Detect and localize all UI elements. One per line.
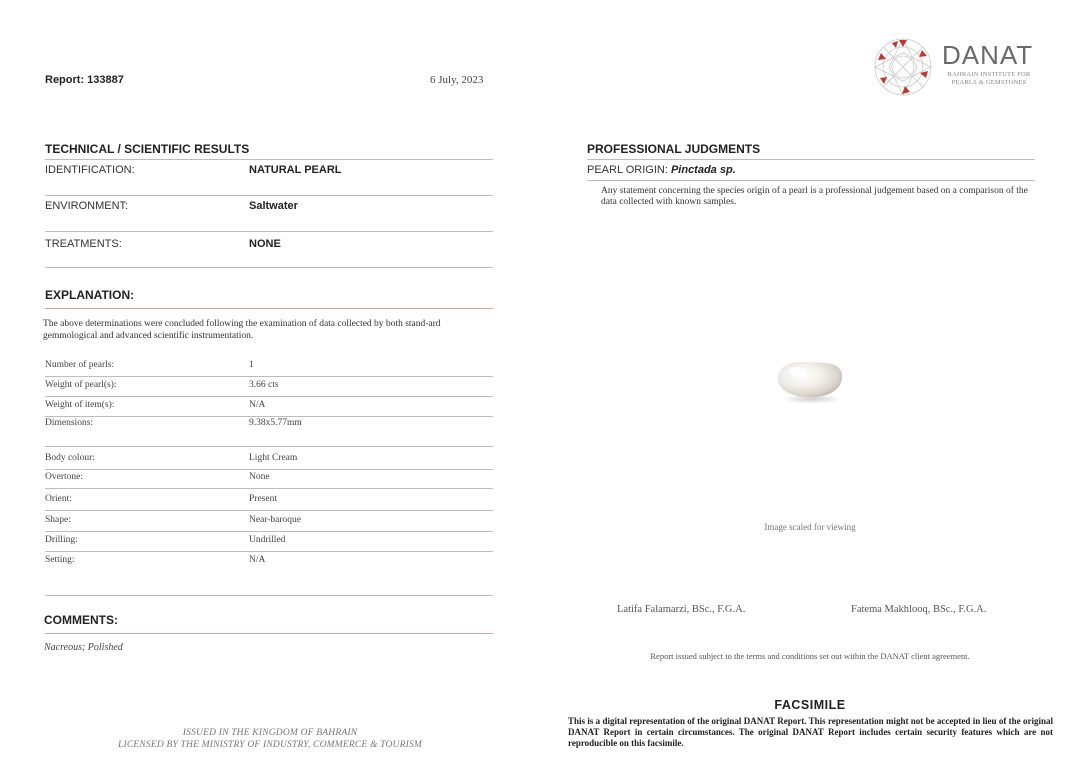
table-row [45, 512, 493, 532]
property-label: Drilling: [45, 535, 78, 545]
property-value: Undrilled [249, 535, 286, 545]
pearl-origin [587, 164, 736, 176]
property-value: Light Cream [249, 453, 298, 463]
facsimile-text: This is a digital representation of the original DANAT Report. This representation might not be accepted in lieu of the original DANAT Report in certain circumstances. The original DANAT Report includes certain security features which are not reproducible on this facsimile. [568, 716, 1053, 748]
property-label: Overtone: [45, 472, 83, 482]
issued-line-2: LICENSED BY THE MINISTRY OF INDUSTRY, COMMERCE & TOURISM [117, 740, 423, 750]
property-label: Body colour: [45, 453, 95, 463]
pearl-origin-value: Pinctada sp. [670, 164, 736, 176]
treatments-value: NONE [249, 238, 281, 250]
table-row [45, 397, 493, 417]
logo-subtitle: BAHRAIN INSTITUTE FOR PEARLS & GEMSTONES [947, 71, 1031, 86]
property-label: Number of pearls: [45, 360, 115, 370]
table-row [45, 469, 493, 489]
comments-heading: COMMENTS: [44, 613, 118, 627]
property-value: Present [249, 494, 277, 504]
issued-line-1: ISSUED IN THE KINGDOM OF BAHRAIN [182, 728, 358, 738]
table-row [45, 552, 493, 572]
judgments-heading: PROFESSIONAL JUDGMENTS [587, 142, 761, 156]
identification-label: IDENTIFICATION: [45, 164, 135, 176]
signature-2: Fatema Makhlooq, BSc., F.G.A. [851, 604, 987, 615]
explanation-heading: EXPLANATION: [45, 288, 135, 302]
identification-value: NATURAL PEARL [249, 164, 342, 176]
table-row [45, 415, 493, 435]
environment-label: ENVIRONMENT: [45, 200, 129, 212]
table-row [45, 357, 493, 377]
property-label: Weight of item(s): [45, 400, 115, 410]
environment-value: Saltwater [249, 200, 298, 212]
image-caption: Image scaled for viewing [764, 522, 856, 532]
comments-text: Nacreous; Polished [44, 642, 123, 653]
divider [45, 159, 493, 160]
signature-1: Latifa Falamarzi, BSc., F.G.A. [617, 604, 746, 615]
report-date: 6 July, 2023 [430, 74, 484, 86]
property-value: N/A [249, 555, 266, 565]
property-label: Weight of pearl(s): [45, 380, 117, 390]
divider [45, 308, 493, 309]
divider [45, 231, 493, 232]
property-value: Near-baroque [249, 515, 302, 525]
divider [45, 267, 493, 268]
danat-logo-icon [872, 36, 934, 98]
issued-footer [60, 727, 480, 751]
divider [45, 446, 493, 447]
property-label: Shape: [45, 515, 71, 525]
property-label: Dimensions: [45, 418, 94, 428]
property-value: N/A [249, 400, 266, 410]
table-row [45, 491, 493, 511]
property-label: Setting: [45, 555, 75, 565]
judgment-note: Any statement concerning the species origin of a pearl is a professional judgement based on a comparison of the data collected with known samples. [601, 186, 1028, 207]
property-value: None [249, 472, 270, 482]
divider [45, 595, 493, 596]
technical-heading: TECHNICAL / SCIENTIFIC RESULTS [45, 142, 250, 156]
treatments-label: TREATMENTS: [45, 238, 122, 250]
property-label: Orient: [45, 494, 72, 504]
property-value: 9.38x5.77mm [249, 418, 302, 428]
divider [587, 159, 1035, 160]
report-number: Report: 133887 [45, 74, 124, 86]
property-value: 3.66 cts [249, 380, 279, 390]
divider [45, 195, 493, 196]
terms-notice: Report issued subject to the terms and conditions set out within the DANAT client agreement. [650, 651, 970, 661]
explanation-text: The above determinations were concluded following the examination of data collected by both stand-ard gemmological and advanced scientific instrumentation. [43, 319, 441, 341]
table-row [45, 532, 493, 552]
pearl-image [774, 355, 846, 405]
divider [587, 180, 1035, 181]
property-value: 1 [249, 360, 254, 370]
table-row [45, 377, 493, 397]
table-row [45, 450, 493, 470]
divider [45, 633, 493, 634]
logo-wordmark: DANAT [942, 40, 1034, 70]
facsimile-title: FACSIMILE [774, 698, 846, 712]
pearl-origin-label: PEARL ORIGIN: [587, 164, 668, 176]
